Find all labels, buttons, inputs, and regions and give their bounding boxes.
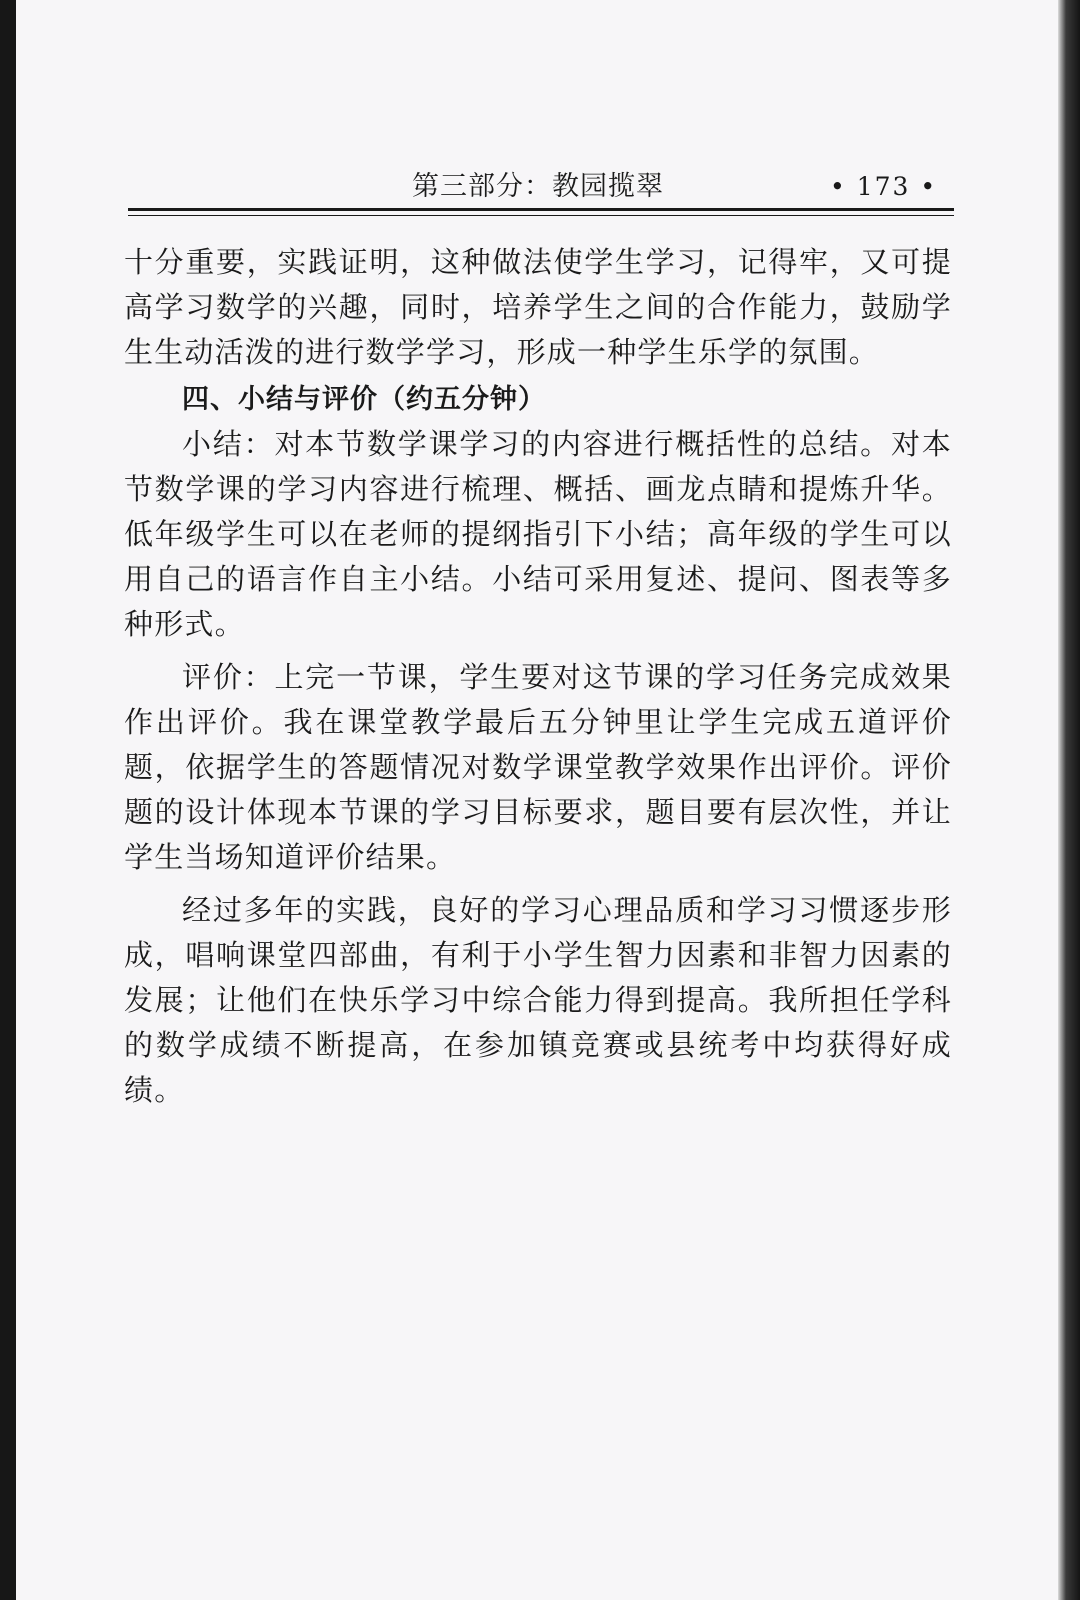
- header-rule-thin: [128, 215, 954, 216]
- paragraph-continued: 十分重要，实践证明，这种做法使学生学习，记得牢，又可提高学习数学的兴趣，同时，培养学生之间的合作能力，鼓励学生生动活泼的进行数学学习，形成一种学生乐学的氛围。: [124, 245, 952, 369]
- scan-right-edge: [1058, 0, 1080, 1600]
- running-header: [128, 160, 954, 204]
- paragraph-summary: 小结：对本节数学课学习的内容进行概括性的总结。对本节数学课的学习内容进行梳理、概括、画龙点睛和提炼升华。低年级学生可以在老师的提纲指引下小结；高年级的学生可以用自己的语言作自主小结。小结可采用复述、提问、图表等多种形式。: [124, 427, 952, 641]
- header-rule-thick: [128, 208, 954, 211]
- scan-left-edge: [0, 0, 16, 1600]
- page-number: • 173 •: [830, 172, 938, 201]
- running-title: 第三部分：教园揽翠: [412, 171, 664, 202]
- paragraph-conclusion: 经过多年的实践，良好的学习心理品质和学习习惯逐步形成，唱响课堂四部曲，有利于小学生智力因素和非智力因素的发展；让他们在快乐学习中综合能力得到提高。我所担任学科的数学成绩不断提高，在参加镇竞赛或县统考中均获得好成绩。: [124, 893, 952, 1107]
- page-body: [124, 240, 952, 1113]
- section-heading: 四、小结与评价（约五分钟）: [182, 384, 546, 415]
- paragraph-evaluation: 评价：上完一节课，学生要对这节课的学习任务完成效果作出评价。我在课堂教学最后五分钟里让学生完成五道评价题，依据学生的答题情况对数学课堂教学效果作出评价。评价题的设计体现本节课的学习目标要求，题目要有层次性，并让学生当场知道评价结果。: [124, 660, 952, 874]
